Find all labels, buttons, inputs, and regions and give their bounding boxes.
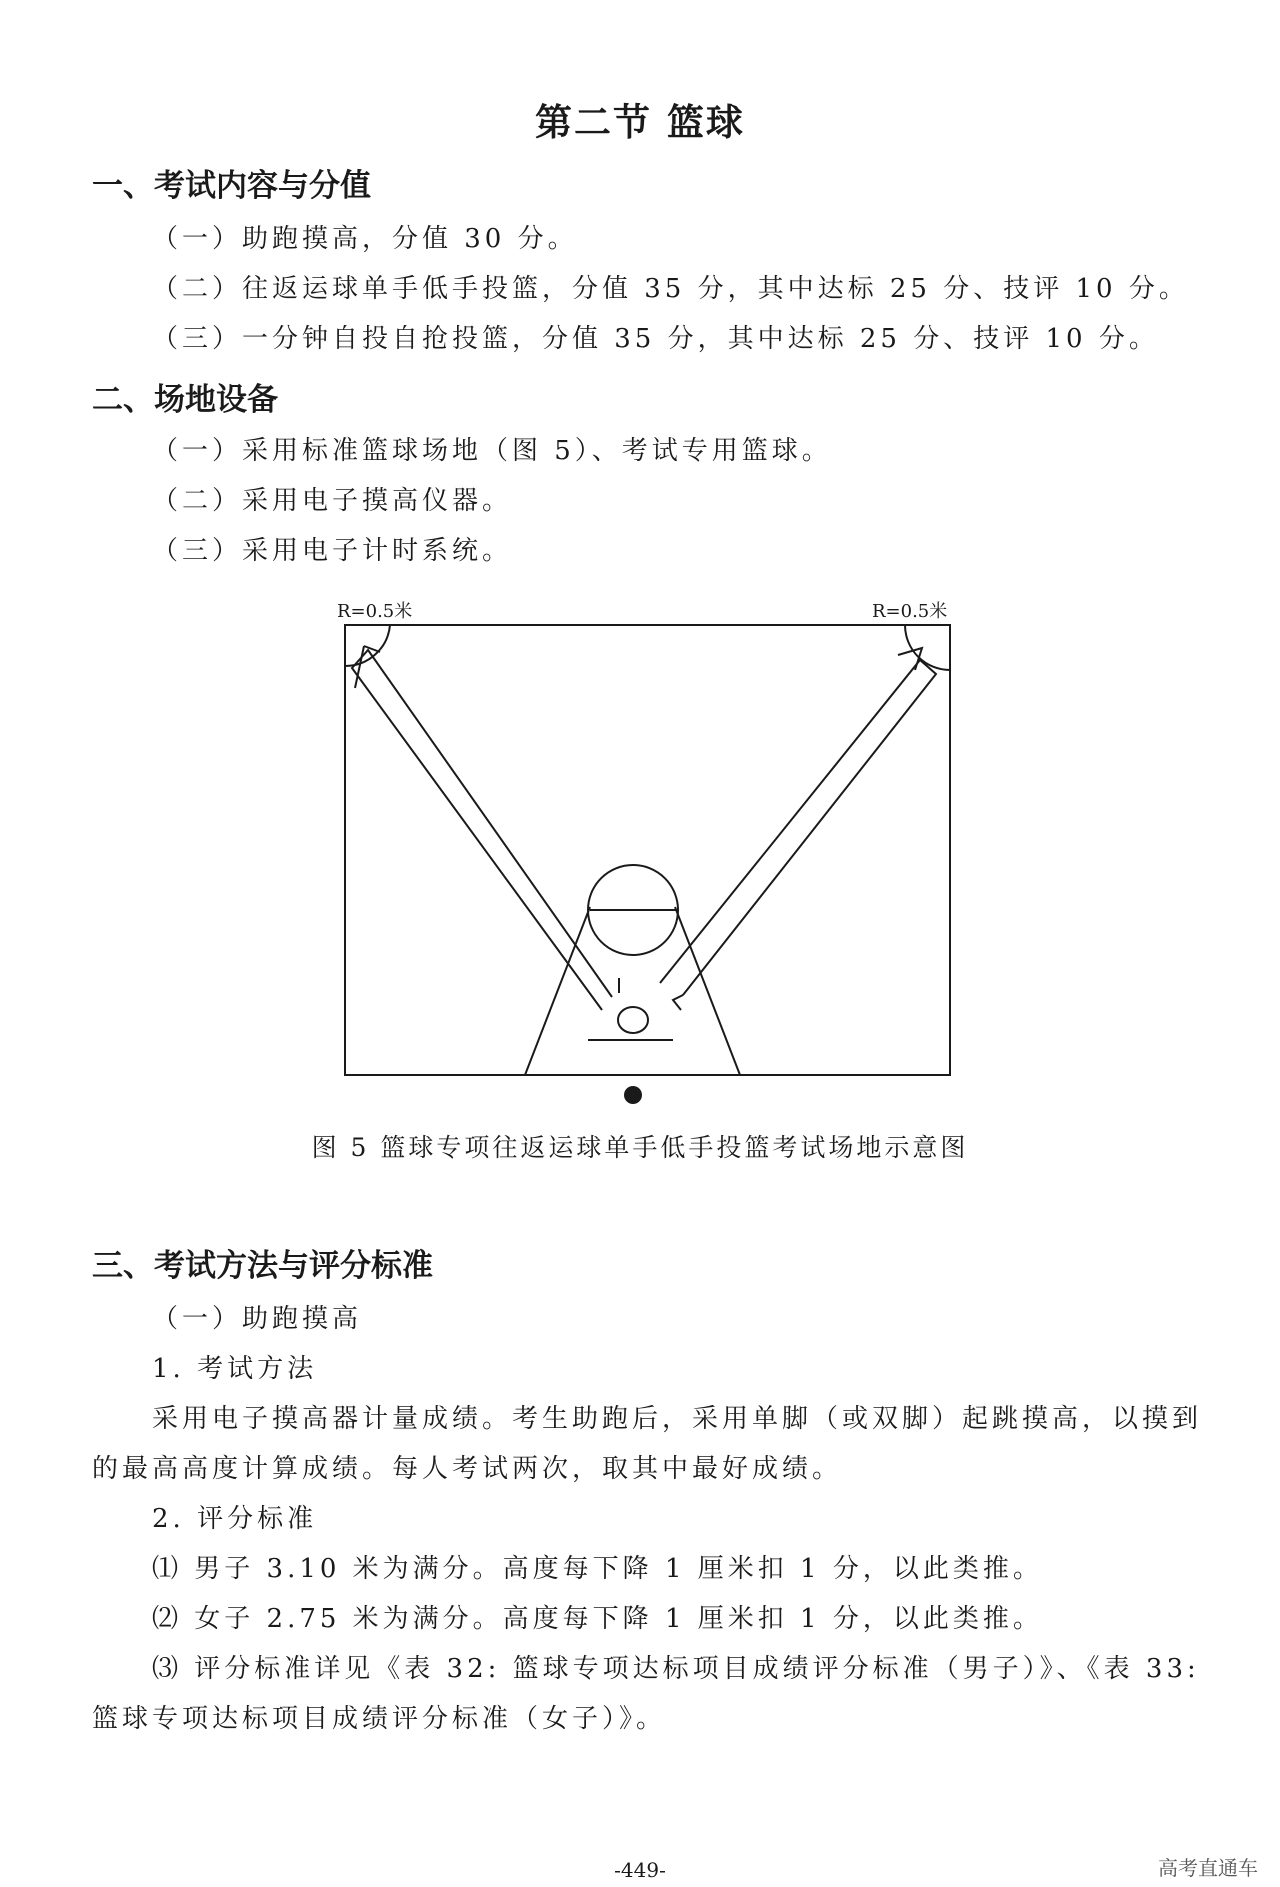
- standard-item: ⑵ 女子 2.75 米为满分。高度每下降 1 厘米扣 1 分，以此类推。: [152, 1604, 1043, 1634]
- standard-item: ⑶ 评分标准详见《表 32: 篮球专项达标项目成绩评分标准（男子）》、《表 33:: [152, 1654, 1200, 1684]
- figure-caption: 图 5 篮球专项往返运球单手低手投篮考试场地示意图: [311, 1133, 969, 1162]
- list-item: （二）采用电子摸高仪器。: [152, 486, 513, 516]
- watermark: 高考直通车: [1158, 1856, 1258, 1880]
- court-boundary: [345, 625, 950, 1075]
- radius-label-right: R=0.5米: [872, 601, 948, 622]
- method-title: 1. 考试方法: [152, 1354, 318, 1384]
- page-number: -449-: [614, 1858, 666, 1882]
- list-item: （一）采用标准篮球场地（图 5）、考试专用篮球。: [152, 436, 832, 466]
- list-item: （三）一分钟自投自抢投篮，分值 35 分，其中达标 25 分、技评 10 分。: [152, 324, 1159, 354]
- right-path-arrow: [660, 660, 936, 995]
- key-line-right: [675, 907, 740, 1075]
- list-item: （一）助跑摸高，分值 30 分。: [152, 224, 578, 254]
- section-heading-venue-equipment: 二、场地设备: [92, 382, 278, 418]
- hoop: [618, 1007, 648, 1033]
- corner-arc-right: [905, 625, 950, 670]
- page-title: 第二节 篮球: [535, 101, 745, 144]
- corner-arc-left: [345, 625, 390, 666]
- right-arrowhead: [673, 995, 683, 1010]
- paragraph-line: 采用电子摸高器计量成绩。考生助跑后，采用单脚（或双脚）起跳摸高，以摸到: [152, 1404, 1203, 1434]
- key-line-left: [525, 907, 590, 1075]
- standard-item: ⑴ 男子 3.10 米为满分。高度每下降 1 厘米扣 1 分，以此类推。: [152, 1554, 1043, 1584]
- subsection-heading: （一）助跑摸高: [152, 1304, 363, 1334]
- paragraph-line: 篮球专项达标项目成绩评分标准（女子）》。: [92, 1704, 667, 1734]
- list-item: （三）采用电子计时系统。: [152, 536, 513, 566]
- section-heading-methods: 三、考试方法与评分标准: [92, 1248, 433, 1284]
- radius-label-left: R=0.5米: [337, 601, 413, 622]
- right-top-arrowhead: [898, 648, 922, 670]
- standard-title: 2. 评分标准: [152, 1504, 318, 1534]
- list-item: （二）往返运球单手低手投篮，分值 35 分，其中达标 25 分、技评 10 分。: [152, 274, 1189, 304]
- left-path-arrow: [352, 650, 612, 1010]
- paragraph-line: 的最高高度计算成绩。每人考试两次，取其中最好成绩。: [92, 1454, 843, 1484]
- section-heading-exam-content: 一、考试内容与分值: [92, 168, 371, 204]
- start-point-dot: [624, 1086, 642, 1104]
